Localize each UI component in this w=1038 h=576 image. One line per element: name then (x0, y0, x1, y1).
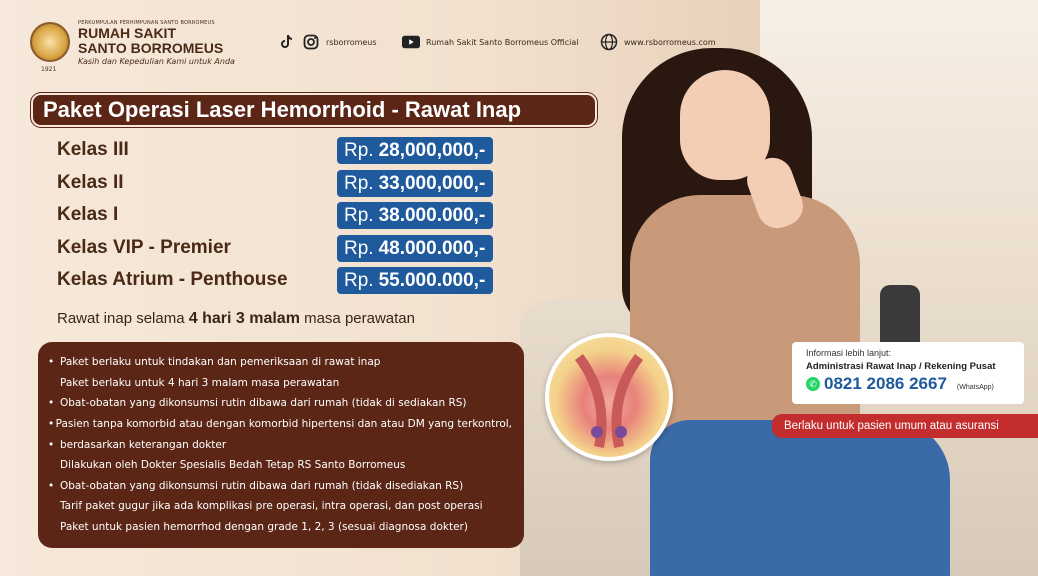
stay-bold: 4 hari 3 malam (188, 310, 300, 327)
currency: Rp. (344, 139, 374, 161)
hemorrhoid-illustration (545, 333, 673, 461)
hospital-tagline: Kasih dan Kepedulian Kami untuk Anda (78, 57, 235, 66)
eligibility-banner: Berlaku untuk pasien umum atau asuransi (772, 414, 1038, 438)
term-item (48, 434, 512, 455)
term-item (48, 496, 512, 517)
price-box (337, 137, 493, 164)
hospital-emblem-icon (30, 22, 70, 62)
youtube-icon (402, 33, 420, 51)
price-row (57, 137, 497, 165)
bullet-icon: • (48, 438, 55, 451)
bullet-icon: • (48, 479, 55, 492)
price-box (337, 202, 493, 229)
currency: Rp. (344, 204, 374, 226)
price-amount: 28,000,000,- (378, 139, 486, 161)
instagram-icon (302, 33, 320, 51)
class-label: Kelas II (57, 172, 124, 193)
price-amount: 38.000.000,- (378, 204, 486, 226)
term-text: Obat-obatan yang dikonsumsi rutin dibawa dari rumah (tidak di sediakan RS) (60, 397, 467, 410)
stay-suffix: masa perawatan (304, 310, 415, 327)
stay-duration (57, 310, 415, 328)
phone-tag: (WhatsApp) (956, 383, 994, 391)
woman-jeans-image (650, 420, 950, 576)
term-text: Paket untuk pasien hemorrhod dengan grade 1, 2, 3 (sesuai diagnosa dokter) (60, 521, 468, 534)
package-title: Paket Operasi Laser Hemorrhoid - Rawat Inap (33, 95, 595, 125)
price-box (337, 267, 493, 294)
price-amount: 55.000.000,- (378, 269, 486, 291)
term-item (48, 393, 512, 414)
phone-number[interactable]: 0821 2086 2667 (824, 374, 947, 393)
term-text: Pasien tanpa komorbid atau dengan komorbid hipertensi dan atau DM yang terkontrol, (55, 418, 512, 431)
term-item (48, 373, 512, 394)
terms-box (38, 342, 524, 548)
term-text: Paket berlaku untuk 4 hari 3 malam masa perawatan (60, 376, 340, 389)
class-label: Kelas Atrium - Penthouse (57, 269, 288, 290)
term-item (48, 455, 512, 476)
founded-year: 1921 (41, 66, 57, 73)
class-label: Kelas I (57, 204, 119, 225)
org-name: PERKUMPULAN PERHIMPUNAN SANTO BORROMEUS (78, 20, 215, 26)
term-item (48, 352, 512, 373)
term-item (48, 476, 512, 497)
term-text: Dilakukan oleh Dokter Spesialis Bedah Tetap RS Santo Borromeus (60, 459, 406, 472)
class-label: Kelas VIP - Premier (57, 237, 231, 258)
term-text: Paket berlaku untuk tindakan dan pemeriksaan di rawat inap (60, 356, 381, 369)
contact-card (792, 342, 1024, 404)
whatsapp-contact[interactable] (806, 374, 1010, 394)
term-item (48, 414, 512, 435)
social-media-link[interactable] (278, 33, 377, 51)
social-handle: rsborromeus (326, 37, 377, 47)
price-amount: 48.000.000,- (378, 237, 486, 259)
youtube-link[interactable] (402, 33, 579, 51)
hospital-name-line1: RUMAH SAKIT (78, 25, 176, 41)
price-row (57, 202, 497, 230)
currency: Rp. (344, 172, 374, 194)
tiktok-icon (278, 33, 296, 51)
stay-prefix: Rawat inap selama (57, 310, 185, 327)
hospital-logo[interactable] (30, 20, 235, 73)
term-item (48, 517, 512, 538)
bullet-icon: • (48, 356, 55, 369)
globe-icon (600, 33, 618, 51)
anatomy-icon (549, 337, 669, 457)
price-row (57, 235, 497, 263)
term-text: Obat-obatan yang dikonsumsi rutin dibawa dari rumah (tidak disediakan RS) (60, 479, 464, 492)
term-text: Tarif paket gugur jika ada komplikasi pre operasi, intra operasi, dan post operasi (60, 500, 483, 513)
currency: Rp. (344, 269, 374, 291)
price-box (337, 170, 493, 197)
price-row (57, 267, 497, 295)
hospital-name-line2: SANTO BORROMEUS (78, 40, 224, 56)
price-row (57, 170, 497, 198)
info-heading: Informasi lebih lanjut: (806, 348, 892, 358)
website-url: www.rsborromeus.com (624, 37, 716, 47)
website-link[interactable] (600, 33, 716, 51)
whatsapp-icon: ✆ (806, 377, 820, 391)
price-amount: 33,000,000,- (378, 172, 486, 194)
info-department: Administrasi Rawat Inap / Rekening Pusat (806, 361, 996, 372)
price-box (337, 235, 493, 262)
bullet-icon: • (48, 397, 55, 410)
term-text: berdasarkan keterangan dokter (60, 438, 227, 451)
currency: Rp. (344, 237, 374, 259)
youtube-channel: Rumah Sakit Santo Borromeus Official (426, 37, 579, 47)
bullet-icon: • (48, 418, 55, 431)
class-label: Kelas III (57, 139, 129, 160)
